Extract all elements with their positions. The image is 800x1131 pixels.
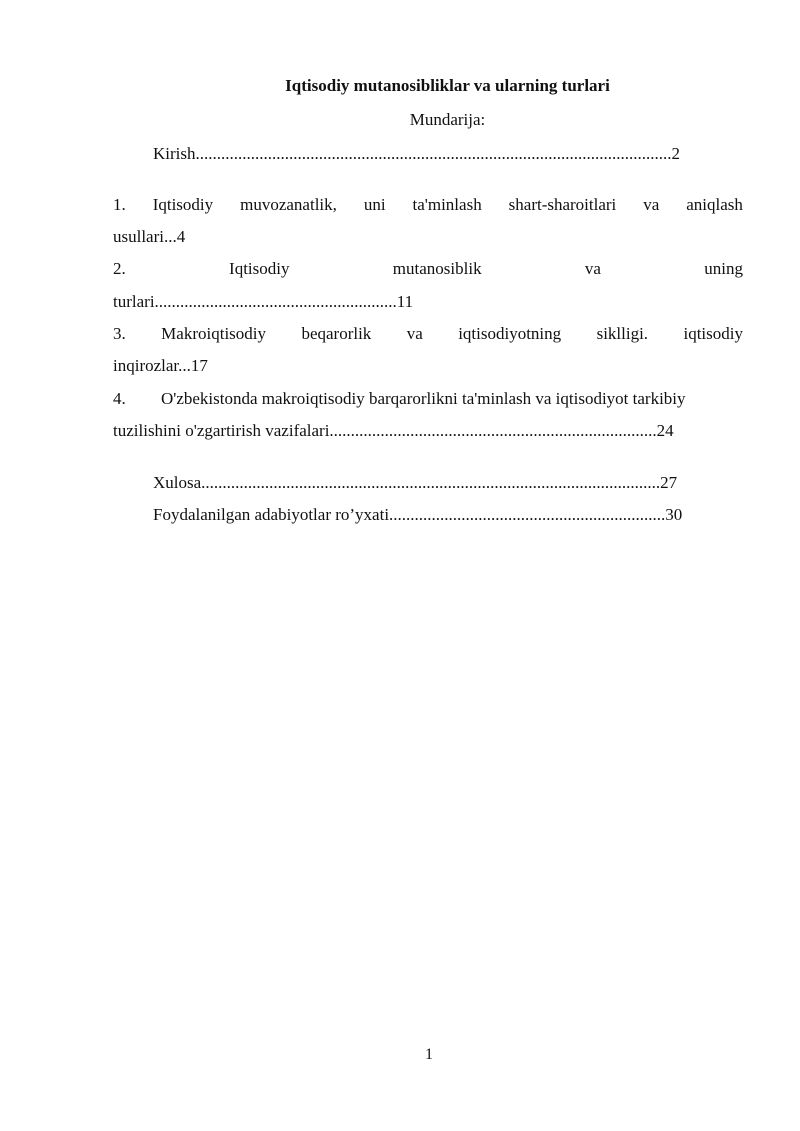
toc-item-2-continuation: turlari.........................................................11	[113, 292, 414, 311]
toc-item-3-word: va	[406, 324, 423, 343]
toc-item-2-number: 2.	[113, 259, 126, 278]
toc-item-conclusion: Xulosa............................................................................................................27	[153, 473, 678, 492]
toc-item-3	[113, 324, 743, 344]
toc-item-4-line1: O'zbekistonda makroiqtisodiy barqarorlikni ta'minlash va iqtisodiyot tarkibiy	[161, 389, 686, 408]
toc-item-2-line1	[113, 259, 743, 279]
toc-item-3-word: iqtisodiyotning	[458, 324, 562, 343]
toc-item-1-number: 1.	[113, 195, 126, 214]
toc-item-1-word: muvozanatlik,	[240, 195, 337, 214]
toc-item-1-word: ta'minlash	[412, 195, 482, 214]
toc-item-3-line1	[113, 324, 743, 344]
toc-item-2-word: Iqtisodiy	[229, 259, 290, 278]
toc-item-4-continuation: tuzilishini o'zgartirish vazifalari.............................................................................24	[113, 421, 674, 440]
page-number: 1	[425, 1046, 433, 1063]
toc-item-1-word: shart-sharoitlari	[508, 195, 617, 214]
toc-item-1-word: Iqtisodiy	[152, 195, 214, 214]
toc-item-3-number: 3.	[113, 324, 126, 343]
toc-item-1-word: uni	[363, 195, 386, 214]
toc-item-4-number: 4.	[113, 389, 126, 408]
toc-item-2-word: uning	[704, 259, 743, 278]
toc-item-3-word: iqtisodiy	[683, 324, 743, 343]
toc-item-1-word: va	[643, 195, 660, 214]
toc-item-2-word: mutanosiblik	[392, 259, 482, 278]
toc-item-3-continuation: inqirozlar...17	[113, 356, 208, 375]
toc-item-1-continuation: usullari...4	[113, 227, 186, 246]
toc-item-1	[113, 195, 743, 215]
toc-item-references: Foydalanilgan adabiyotlar ro’yxati.................................................................30	[153, 505, 683, 524]
toc-item-2	[113, 259, 743, 279]
toc-item-3-word: Makroiqtisodiy	[161, 324, 267, 343]
toc-item-1-line1	[113, 195, 743, 215]
toc-heading: Mundarija:	[409, 110, 486, 129]
toc-item-3-word: beqarorlik	[301, 324, 372, 343]
document-title: Iqtisodiy mutanosibliklar va ularning turlari	[285, 76, 610, 95]
toc-item-3-word: siklligi.	[596, 324, 649, 343]
toc-item-2-word: va	[584, 259, 601, 278]
toc-item-1-word: aniqlash	[686, 195, 743, 214]
toc-item-intro: Kirish................................................................................................................2	[153, 144, 680, 163]
